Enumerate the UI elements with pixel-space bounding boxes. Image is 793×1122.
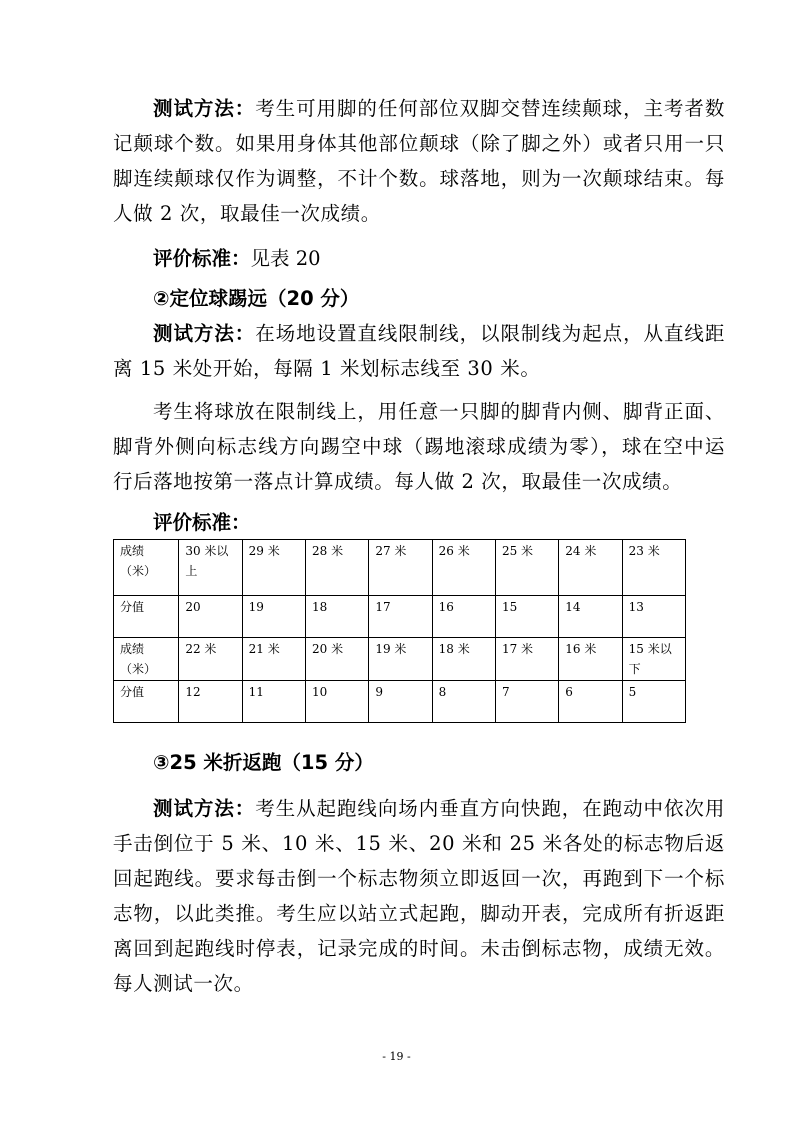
juggle-criteria-label: 评价标准： [153, 247, 251, 270]
table-cell: 19 [242, 596, 305, 638]
table-cell: 28 米 [305, 540, 368, 596]
table-cell: 17 [369, 596, 432, 638]
shuttle-method-text: 考生从起跑线向场内垂直方向快跑，在跑动中依次用手击倒位于 5 米、10 米、15 米、20 米和 25 米各处的标志物后返回起跑线。要求每击倒一个标志物须立即返回一次，再跑到下一个标志物，以此类推。考生应以站立式起跑，脚动开表，完成所有折返距离回到起跑线时停表，记录完成的时间。未击倒标志物，成绩无效。每人测试一次。 [113, 797, 725, 995]
table-cell: 6 [559, 681, 622, 723]
shuttle-heading: ③25 米折返跑（15 分） [153, 751, 374, 774]
kick-method-paragraph [113, 316, 725, 386]
page-number: - 19 - [382, 1050, 411, 1063]
juggle-criteria-line [153, 241, 321, 276]
table-cell: 9 [369, 681, 432, 723]
kick-heading: ②定位球踢远（20 分） [153, 287, 360, 310]
table-row [114, 540, 686, 596]
kick-method-text: 在场地设置直线限制线，以限制线为起点，从直线距离 15 米处开始，每隔 1 米划标志线至 30 米。 [113, 322, 725, 380]
table-cell: 27 米 [369, 540, 432, 596]
juggle-criteria-text: 见表 20 [250, 247, 321, 270]
juggle-method-paragraph [113, 91, 725, 231]
table-cell: 10 [305, 681, 368, 723]
shuttle-method-paragraph [113, 791, 725, 1001]
shuttle-method-label: 测试方法： [153, 797, 256, 820]
table-cell: 7 [495, 681, 558, 723]
table-cell: 17 米 [495, 638, 558, 681]
table-cell: 23 米 [622, 540, 685, 596]
table-row [114, 638, 686, 681]
table-cell: 15 [495, 596, 558, 638]
table-cell: 13 [622, 596, 685, 638]
table-cell: 14 [559, 596, 622, 638]
table-cell: 26 米 [432, 540, 495, 596]
table-cell: 8 [432, 681, 495, 723]
table-cell: 分值 [114, 681, 179, 723]
kick-criteria-label: 评价标准： [153, 511, 251, 534]
table-cell: 21 米 [242, 638, 305, 681]
table-cell: 20 米 [305, 638, 368, 681]
table-cell: 11 [242, 681, 305, 723]
table-row [114, 596, 686, 638]
table-cell: 29 米 [242, 540, 305, 596]
table-cell: 20 [179, 596, 242, 638]
table-cell: 18 [305, 596, 368, 638]
juggle-method-text: 考生可用脚的任何部位双脚交替连续颠球，主考者数记颠球个数。如果用身体其他部位颠球（除了脚之外）或者只用一只脚连续颠球仅作为调整，不计个数。球落地，则为一次颠球结束。每人做 2 次，取最佳一次成绩。 [113, 97, 725, 225]
table-cell: 15 米以下 [622, 638, 685, 681]
table-cell: 30 米以上 [179, 540, 242, 596]
table-cell: 16 [432, 596, 495, 638]
juggle-method-label: 测试方法： [153, 97, 256, 120]
table-cell: 5 [622, 681, 685, 723]
kick-criteria-line [153, 505, 251, 540]
table-cell: 12 [179, 681, 242, 723]
table-cell: 成绩（米） [114, 638, 179, 681]
table-cell: 16 米 [559, 638, 622, 681]
table-cell: 成绩（米） [114, 540, 179, 596]
table-cell: 25 米 [495, 540, 558, 596]
table-cell: 19 米 [369, 638, 432, 681]
kick-rules-paragraph: 考生将球放在限制线上，用任意一只脚的脚背内侧、脚背正面、脚背外侧向标志线方向踢空中球（踢地滚球成绩为零），球在空中运行后落地按第一落点计算成绩。每人做 2 次，取最佳一次成绩。 [113, 400, 725, 493]
table-cell: 24 米 [559, 540, 622, 596]
table-cell: 22 米 [179, 638, 242, 681]
table-cell: 18 米 [432, 638, 495, 681]
kick-score-table [113, 539, 686, 723]
table-row [114, 681, 686, 723]
table-cell: 分值 [114, 596, 179, 638]
kick-method-label: 测试方法： [153, 322, 256, 345]
